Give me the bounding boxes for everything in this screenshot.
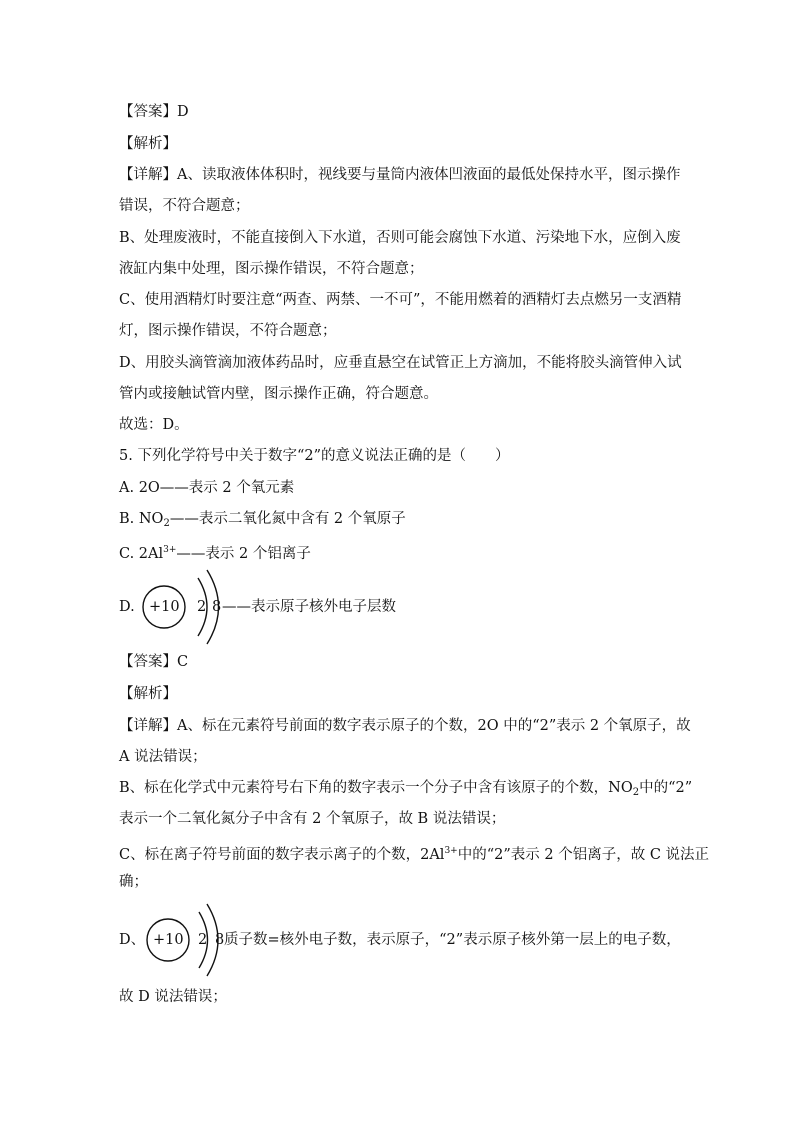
q5-option-b-subscript: 2 <box>163 518 170 529</box>
q5-detail-c-line1 <box>119 841 709 865</box>
q5-option-d-text: ——表示原子核外电子层数 <box>222 599 396 615</box>
q5-detail-d-shell-2-count: 8 <box>215 932 225 948</box>
q5-detail-b-subscript: 2 <box>632 787 640 798</box>
q5-detail-c-superscript: 3+ <box>444 846 458 856</box>
q5-detail-d-nucleus-charge: +10 <box>153 932 184 948</box>
q5-detail-d-line2: 故 D 说法错误； <box>119 989 227 1005</box>
q5-detail-d-text: 质子数=核外电子数，表示原子，“2”表示原子核外第一层上的电子数， <box>224 932 681 948</box>
q4-detail-b-line2: 液缸内集中处理，图示操作错误，不符合题意； <box>119 261 424 277</box>
q5-option-d-shell-1-count: 2 <box>197 599 207 615</box>
q5-stem: 5. 下列化学符号中关于数字“2”的意义说法正确的是（ ） <box>119 448 510 464</box>
q4-detail-c-line1: C、使用酒精灯时要注意“两查、两禁、一不可”，不能用燃着的酒精灯去点燃另一支酒精 <box>119 292 682 308</box>
q5-option-b <box>119 509 406 534</box>
q4-detail-b-line1: B、处理废液时，不能直接倒入下水道，否则可能会腐蚀下水道、污染地下水，应倒入废 <box>119 230 681 246</box>
q4-detail-d-line2: 管内或接触试管内壁，图示操作正确，符合题意。 <box>119 386 438 402</box>
q4-detail-d-line1: D、用胶头滴管滴加液体药品时，应垂直悬空在试管正上方滴加，不能将胶头滴管伸入试 <box>119 355 682 371</box>
q5-detail-b-pre: B、标在化学式中元素符号右下角的数字表示一个分子中含有该原子的个数，NO <box>119 780 633 796</box>
q5-detail-c-pre: C、标在离子符号前面的数字表示离子的个数，2Al <box>119 847 445 863</box>
q4-answer: 【答案】D <box>119 104 189 120</box>
q4-choice: 故选：D。 <box>119 417 189 433</box>
q5-detail-c-line2: 确； <box>119 874 148 890</box>
q4-detail-a-line1: 【详解】A、读取液体体积时，视线要与量筒内液体凹液面的最低处保持水平，图示操作 <box>119 167 681 183</box>
q5-detail-a-line1: 【详解】A、标在元素符号前面的数字表示原子的个数，2O 中的“2”表示 2 个氧原子，故 <box>119 718 691 734</box>
q5-detail-d-label: D、 <box>119 932 146 948</box>
q5-detail-b-line2: 表示一个二氧化氮分子中含有 2 个氧原子，故 B 说法错误； <box>119 811 506 827</box>
q5-detail-c-post: 中的“2”表示 2 个铝离子，故 C 说法正 <box>457 847 710 863</box>
q5-option-b-pre: B. NO <box>119 511 164 527</box>
q5-option-a: A. 2O——表示 2 个氧元素 <box>119 480 295 496</box>
q4-analysis-heading: 【解析】 <box>119 136 177 152</box>
q5-detail-b-post: 中的“2” <box>639 780 693 796</box>
q5-detail-b-line1 <box>119 778 692 803</box>
q5-answer: 【答案】C <box>119 654 189 670</box>
q5-option-c-post: ——表示 2 个铝离子 <box>176 546 311 562</box>
q5-option-c <box>119 540 311 564</box>
q4-detail-a-line2: 错误，不符合题意； <box>119 198 250 214</box>
q5-option-d-label: D. <box>119 599 135 615</box>
q5-option-d-nucleus-charge: +10 <box>149 599 180 615</box>
q5-detail-a-line2: A 说法错误； <box>119 749 207 765</box>
q5-analysis-heading: 【解析】 <box>119 686 177 702</box>
q5-option-c-pre: C. 2Al <box>119 546 164 562</box>
q5-option-b-post: ——表示二氧化氮中含有 2 个氧原子 <box>169 511 406 527</box>
q5-detail-d-shell-1-count: 2 <box>198 932 208 948</box>
q5-option-c-superscript: 3+ <box>163 545 177 555</box>
q5-option-d-shell-2-count: 8 <box>212 599 222 615</box>
q4-detail-c-line2: 灯，图示操作错误，不符合题意； <box>119 323 337 339</box>
